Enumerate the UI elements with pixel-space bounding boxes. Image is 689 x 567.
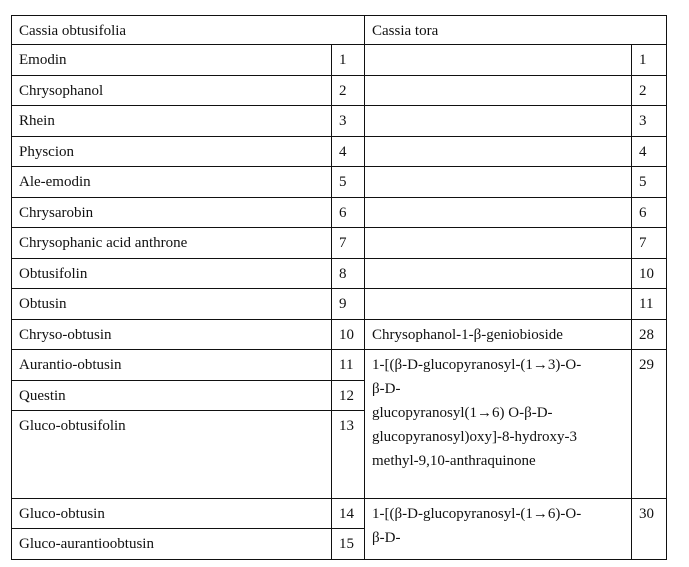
tora-number: 1 (632, 45, 667, 76)
compound-name-line: 1-[(β-D-glucopyranosyl-(1→3)-O- (372, 357, 582, 374)
tora-compound (365, 228, 632, 259)
tora-compound (365, 289, 632, 320)
compound-name-line: glucopyranosyl)oxy]-8-hydroxy-3 (372, 429, 577, 446)
obtusifolia-compound: Gluco-obtusin (12, 498, 332, 529)
header-cassia-tora: Cassia tora (365, 16, 667, 45)
tora-compound: Chrysophanol-1-β-geniobioside (365, 319, 632, 350)
table-row (12, 350, 667, 381)
header-row (12, 16, 667, 45)
tora-compound (365, 45, 632, 76)
header-cassia-obtusifolia: Cassia obtusifolia (12, 16, 365, 45)
table-row (12, 167, 667, 198)
obtusifolia-number: 7 (332, 228, 365, 259)
obtusifolia-number: 10 (332, 319, 365, 350)
obtusifolia-number: 2 (332, 75, 365, 106)
tora-number-30: 30 (632, 498, 667, 559)
obtusifolia-compound: Physcion (12, 136, 332, 167)
obtusifolia-compound: Emodin (12, 45, 332, 76)
obtusifolia-number: 8 (332, 258, 365, 289)
obtusifolia-compound: Gluco-aurantioobtusin (12, 529, 332, 560)
obtusifolia-compound: Questin (12, 380, 332, 411)
compound-name-line: methyl-9,10-anthraquinone (372, 453, 536, 470)
tora-number: 5 (632, 167, 667, 198)
obtusifolia-compound: Obtusifolin (12, 258, 332, 289)
tora-compound (365, 197, 632, 228)
table-row (12, 289, 667, 320)
table-row (12, 136, 667, 167)
compound-name-line: 1-[(β-D-glucopyranosyl-(1→6)-O- (372, 505, 582, 522)
obtusifolia-number: 4 (332, 136, 365, 167)
tora-number: 28 (632, 319, 667, 350)
obtusifolia-compound: Obtusin (12, 289, 332, 320)
table-row (12, 197, 667, 228)
obtusifolia-number: 15 (332, 529, 365, 560)
obtusifolia-compound: Chryso-obtusin (12, 319, 332, 350)
obtusifolia-number: 14 (332, 498, 365, 529)
obtusifolia-number: 1 (332, 45, 365, 76)
obtusifolia-number: 12 (332, 380, 365, 411)
tora-number: 11 (632, 289, 667, 320)
tora-number: 6 (632, 197, 667, 228)
obtusifolia-number: 11 (332, 350, 365, 381)
table-row (12, 498, 667, 529)
obtusifolia-compound: Rhein (12, 106, 332, 137)
obtusifolia-number: 6 (332, 197, 365, 228)
compound-name-line: glucopyranosyl(1→6) O-β-D- (372, 405, 553, 422)
compound-name-line: β-D- (372, 381, 401, 398)
tora-number: 10 (632, 258, 667, 289)
compound-name-line: β-D- (372, 529, 401, 546)
obtusifolia-compound: Chrysophanol (12, 75, 332, 106)
obtusifolia-compound: Ale-emodin (12, 167, 332, 198)
tora-compound (365, 258, 632, 289)
compound-table (11, 15, 667, 560)
obtusifolia-compound: Aurantio-obtusin (12, 350, 332, 381)
obtusifolia-number: 3 (332, 106, 365, 137)
tora-compound (365, 136, 632, 167)
tora-number-29: 29 (632, 350, 667, 498)
tora-number: 3 (632, 106, 667, 137)
obtusifolia-number: 13 (332, 411, 365, 498)
table-row (12, 45, 667, 76)
table-row (12, 319, 667, 350)
tora-compound (365, 106, 632, 137)
tora-compound (365, 167, 632, 198)
tora-number: 2 (632, 75, 667, 106)
tora-compound-30 (365, 498, 632, 559)
table-row (12, 258, 667, 289)
tora-compound (365, 75, 632, 106)
table-row (12, 75, 667, 106)
obtusifolia-compound: Chrysophanic acid anthrone (12, 228, 332, 259)
obtusifolia-compound: Gluco-obtusifolin (12, 411, 332, 498)
tora-number: 4 (632, 136, 667, 167)
obtusifolia-number: 5 (332, 167, 365, 198)
tora-compound-29 (365, 350, 632, 498)
table-row (12, 228, 667, 259)
tora-number: 7 (632, 228, 667, 259)
obtusifolia-compound: Chrysarobin (12, 197, 332, 228)
table-row (12, 106, 667, 137)
obtusifolia-number: 9 (332, 289, 365, 320)
